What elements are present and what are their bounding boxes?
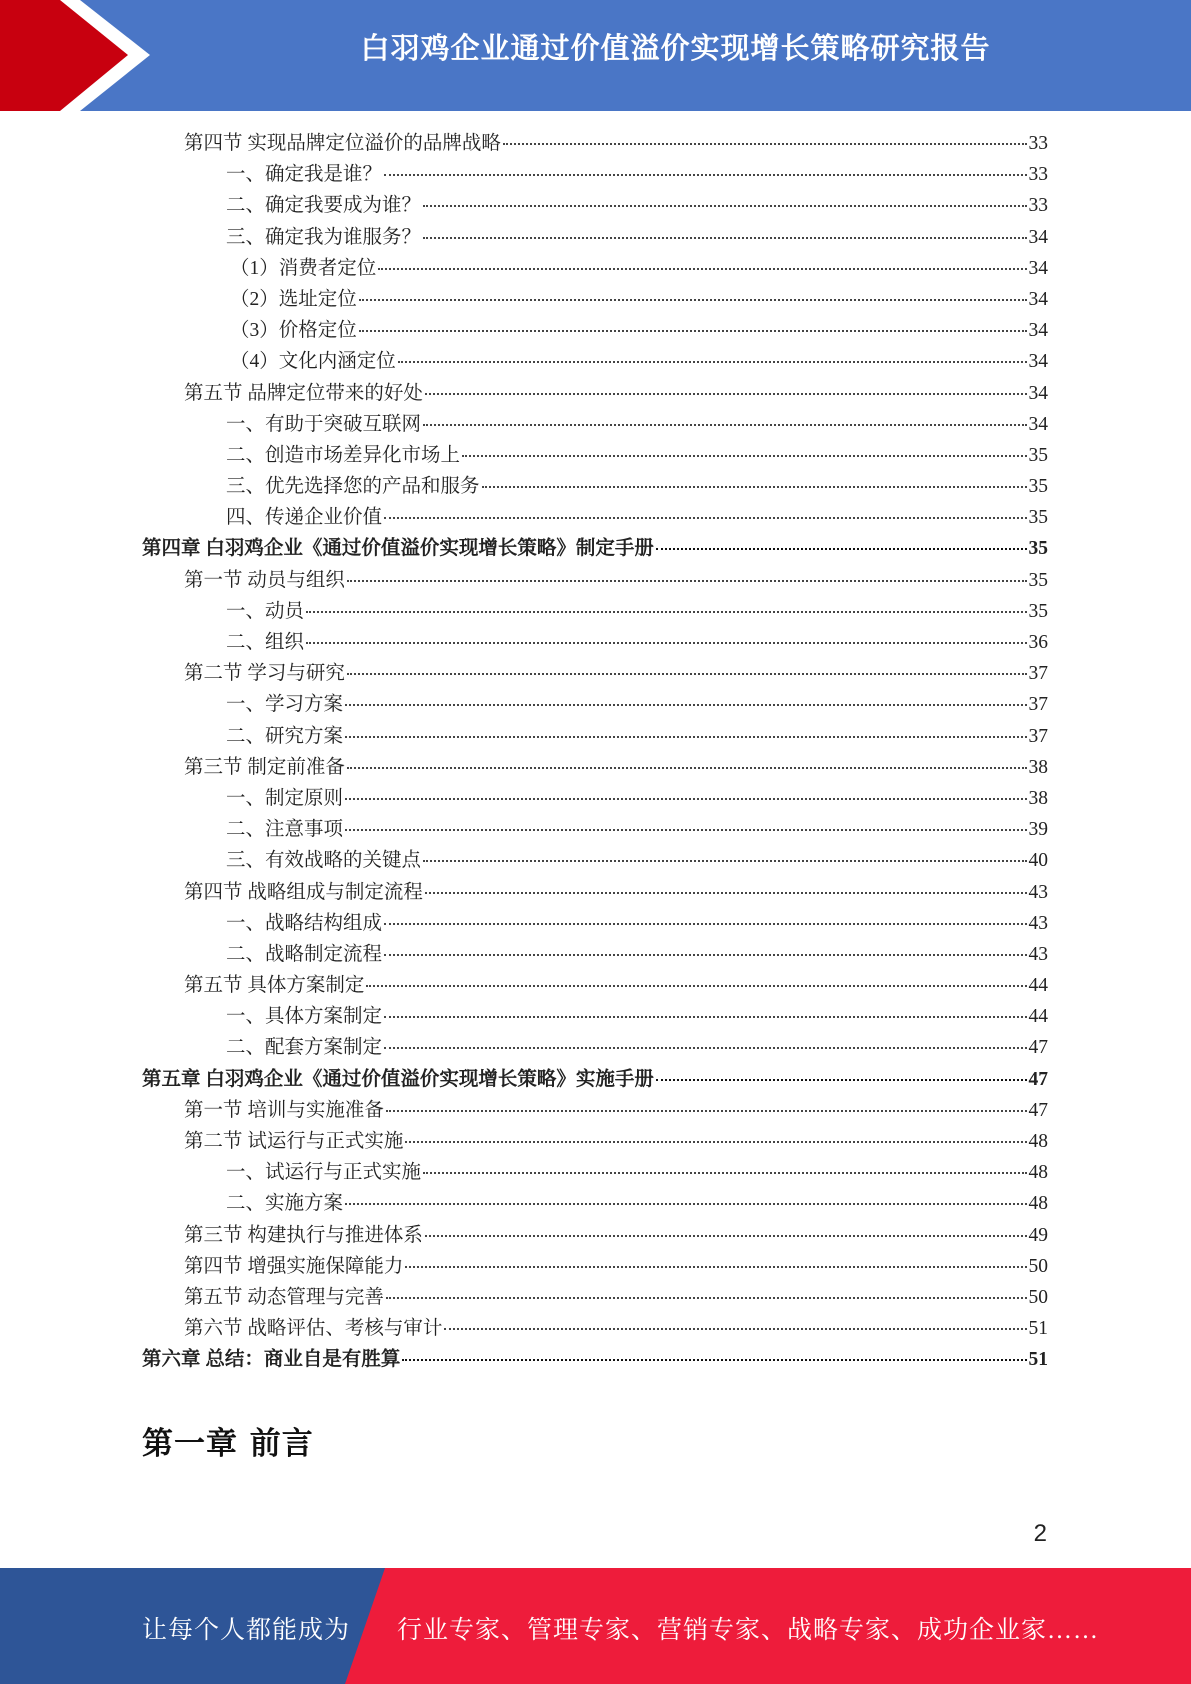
toc-entry-label: 一、试运行与正式实施 <box>226 1162 422 1184</box>
toc-entry-page: 44 <box>1028 975 1048 997</box>
toc-entry-item[interactable] <box>142 190 1048 221</box>
toc-entry-label: 第四节 战略组成与制定流程 <box>184 881 423 903</box>
toc-dot-leader <box>423 205 1026 207</box>
toc-entry-section[interactable] <box>142 378 1048 409</box>
toc-entry-item[interactable] <box>142 1157 1048 1188</box>
toc-dot-leader <box>386 1297 1027 1299</box>
toc-dot-leader <box>384 1016 1026 1018</box>
page-header <box>0 0 1191 111</box>
toc-entry-label: 第五章 白羽鸡企业《通过价值溢价实现增长策略》实施手册 <box>142 1068 654 1090</box>
toc-entry-page: 33 <box>1028 164 1048 186</box>
toc-entry-page: 35 <box>1028 476 1048 498</box>
toc-entry-label: 一、制定原则 <box>226 787 344 809</box>
toc-dot-leader <box>402 1359 1026 1361</box>
toc-dot-leader <box>425 1235 1027 1237</box>
toc-entry-label: 二、确定我要成为谁？ <box>226 195 422 217</box>
toc-dot-leader <box>347 767 1027 769</box>
footer-slogan-right: 行业专家、管理专家、营销专家、战略专家、成功企业家…… <box>397 1617 1100 1644</box>
toc-dot-leader <box>656 548 1027 550</box>
toc-entry-page: 33 <box>1028 133 1048 154</box>
toc-entry-page: 51 <box>1028 1349 1048 1371</box>
toc-entry-section[interactable] <box>142 1251 1048 1282</box>
toc-dot-leader <box>405 1141 1026 1143</box>
toc-entry-label: 二、战略制定流程 <box>226 943 383 965</box>
toc-entry-page: 37 <box>1028 663 1048 685</box>
toc-entry-item[interactable] <box>142 721 1048 752</box>
toc-entry-page: 33 <box>1028 195 1048 217</box>
toc-entry-section[interactable] <box>142 128 1048 159</box>
toc-dot-leader <box>656 1079 1027 1081</box>
toc-entry-page: 40 <box>1028 850 1048 872</box>
toc-entry-label: 第六节 战略评估、考核与审计 <box>184 1318 443 1340</box>
toc-entry-page: 35 <box>1028 538 1048 560</box>
header-title: 白羽鸡企业通过价值溢价实现增长策略研究报告 <box>360 31 991 65</box>
toc-entry-page: 37 <box>1028 694 1048 716</box>
toc-entry-sub[interactable] <box>142 346 1048 377</box>
toc-entry-page: 35 <box>1028 444 1048 466</box>
toc-dot-leader <box>384 1047 1026 1049</box>
toc-dot-leader <box>398 361 1027 363</box>
toc-entry-item[interactable] <box>142 814 1048 845</box>
toc-entry-sub[interactable] <box>142 253 1048 284</box>
toc-dot-leader <box>345 736 1026 738</box>
toc-entry-item[interactable] <box>142 939 1048 970</box>
toc-entry-page: 48 <box>1028 1131 1048 1152</box>
toc-entry-label: 三、有效战略的关键点 <box>226 850 422 872</box>
toc-entry-page: 34 <box>1028 257 1048 279</box>
toc-entry-page: 34 <box>1028 288 1048 310</box>
toc-entry-page: 37 <box>1028 725 1048 747</box>
toc-entry-label: 第三节 构建执行与推进体系 <box>184 1224 423 1246</box>
table-of-contents <box>142 128 1048 1376</box>
chapter-heading: 第一章 前言 <box>142 1426 314 1462</box>
toc-dot-leader <box>423 860 1026 862</box>
toc-entry-label: 第四节 实现品牌定位溢价的品牌战略 <box>184 133 501 154</box>
toc-entry-page: 34 <box>1028 351 1048 373</box>
toc-entry-section[interactable] <box>142 970 1048 1001</box>
toc-entry-chapter[interactable] <box>142 533 1048 564</box>
toc-entry-page: 38 <box>1028 787 1048 809</box>
toc-entry-label: 一、学习方案 <box>226 694 344 716</box>
toc-dot-leader <box>423 237 1026 239</box>
toc-entry-label: 第二节 学习与研究 <box>184 663 345 685</box>
toc-entry-section[interactable] <box>142 1282 1048 1313</box>
toc-entry-label: 二、注意事项 <box>226 819 344 841</box>
toc-entry-section[interactable] <box>142 1126 1048 1157</box>
toc-entry-page: 39 <box>1028 819 1048 841</box>
toc-entry-page: 51 <box>1028 1318 1048 1340</box>
toc-entry-page: 35 <box>1028 569 1048 591</box>
toc-entry-label: 一、确定我是谁？ <box>226 164 383 186</box>
toc-entry-label: 三、确定我为谁服务？ <box>226 226 422 248</box>
toc-entry-label: 第一节 动员与组织 <box>184 569 345 591</box>
toc-entry-page: 47 <box>1028 1068 1048 1090</box>
toc-dot-leader <box>347 673 1027 675</box>
toc-dot-leader <box>347 580 1027 582</box>
toc-entry-page: 35 <box>1028 600 1048 622</box>
toc-entry-label: 第四章 白羽鸡企业《通过价值溢价实现增长策略》制定手册 <box>142 538 654 560</box>
toc-dot-leader <box>482 486 1027 488</box>
toc-dot-leader <box>444 1328 1026 1330</box>
toc-entry-item[interactable] <box>142 627 1048 658</box>
toc-entry-page: 44 <box>1028 1006 1048 1028</box>
toc-entry-section[interactable] <box>142 658 1048 689</box>
toc-entry-label: 二、配套方案制定 <box>226 1037 383 1059</box>
toc-entry-section[interactable] <box>142 752 1048 783</box>
toc-dot-leader <box>384 174 1026 176</box>
toc-dot-leader <box>306 642 1026 644</box>
toc-dot-leader <box>384 923 1026 925</box>
toc-entry-label: （3）价格定位 <box>230 320 357 342</box>
toc-entry-item[interactable] <box>142 409 1048 440</box>
toc-entry-label: 二、创造市场差异化市场上 <box>226 444 461 466</box>
toc-entry-page: 43 <box>1028 912 1048 934</box>
toc-entry-label: 第五节 具体方案制定 <box>184 975 365 997</box>
toc-entry-label: 第三节 制定前准备 <box>184 756 345 778</box>
toc-dot-leader <box>386 1110 1027 1112</box>
toc-dot-leader <box>423 424 1026 426</box>
toc-entry-label: 第六章 总结：商业自是有胜算 <box>142 1349 401 1371</box>
toc-entry-label: 一、有助于突破互联网 <box>226 413 422 435</box>
toc-entry-label: 一、战略结构组成 <box>226 912 383 934</box>
toc-entry-label: 二、组织 <box>226 632 305 653</box>
toc-entry-page: 47 <box>1028 1037 1048 1059</box>
toc-entry-label: 一、具体方案制定 <box>226 1006 383 1028</box>
toc-dot-leader <box>425 393 1027 395</box>
toc-entry-label: 二、实施方案 <box>226 1193 344 1215</box>
toc-entry-label: （1）消费者定位 <box>230 257 377 279</box>
toc-entry-label: 二、研究方案 <box>226 725 344 747</box>
toc-entry-item[interactable] <box>142 1001 1048 1032</box>
toc-entry-page: 48 <box>1028 1162 1048 1184</box>
toc-dot-leader <box>384 517 1026 519</box>
toc-dot-leader <box>345 829 1026 831</box>
toc-dot-leader <box>425 892 1027 894</box>
toc-entry-chapter[interactable] <box>142 1344 1048 1375</box>
toc-entry-section[interactable] <box>142 1220 1048 1251</box>
toc-entry-page: 38 <box>1028 756 1048 778</box>
toc-dot-leader <box>345 704 1026 706</box>
toc-entry-page: 36 <box>1028 632 1048 653</box>
toc-dot-leader <box>384 954 1026 956</box>
toc-entry-section[interactable] <box>142 1095 1048 1126</box>
toc-entry-page: 50 <box>1028 1255 1048 1277</box>
toc-dot-leader <box>359 299 1027 301</box>
toc-entry-section[interactable] <box>142 565 1048 596</box>
toc-dot-leader <box>423 1172 1026 1174</box>
toc-entry-item[interactable] <box>142 596 1048 627</box>
toc-entry-chapter[interactable] <box>142 1064 1048 1095</box>
toc-entry-section[interactable] <box>142 1313 1048 1344</box>
toc-dot-leader <box>366 985 1026 987</box>
toc-dot-leader <box>306 611 1026 613</box>
toc-entry-page: 34 <box>1028 226 1048 248</box>
toc-entry-page: 34 <box>1028 320 1048 342</box>
toc-entry-label: 四、传递企业价值 <box>226 507 383 529</box>
toc-entry-label: （4）文化内涵定位 <box>230 351 396 373</box>
toc-entry-label: 第五节 动态管理与完善 <box>184 1286 384 1308</box>
toc-dot-leader <box>462 455 1026 457</box>
toc-entry-label: 第二节 试运行与正式实施 <box>184 1131 404 1152</box>
toc-entry-item[interactable] <box>142 222 1048 253</box>
toc-entry-label: 三、优先选择您的产品和服务 <box>226 476 480 498</box>
footer-slogan-left: 让每个人都能成为 <box>142 1617 351 1644</box>
toc-entry-item[interactable] <box>142 159 1048 190</box>
toc-entry-item[interactable] <box>142 783 1048 814</box>
toc-entry-item[interactable] <box>142 440 1048 471</box>
toc-entry-page: 50 <box>1028 1286 1048 1308</box>
toc-dot-leader <box>345 1203 1026 1205</box>
toc-entry-item[interactable] <box>142 471 1048 502</box>
toc-entry-item[interactable] <box>142 908 1048 939</box>
toc-entry-section[interactable] <box>142 877 1048 908</box>
toc-entry-label: 第四节 增强实施保障能力 <box>184 1255 404 1277</box>
toc-entry-sub[interactable] <box>142 284 1048 315</box>
toc-dot-leader <box>378 268 1026 270</box>
toc-entry-page: 47 <box>1028 1099 1048 1121</box>
toc-entry-page: 34 <box>1028 413 1048 435</box>
toc-entry-page: 43 <box>1028 881 1048 903</box>
page-footer <box>0 1568 1191 1684</box>
toc-dot-leader <box>359 330 1027 332</box>
toc-entry-label: 第五节 品牌定位带来的好处 <box>184 382 423 404</box>
toc-entry-page: 35 <box>1028 507 1048 529</box>
toc-entry-page: 43 <box>1028 943 1048 965</box>
toc-entry-label: 第一节 培训与实施准备 <box>184 1099 384 1121</box>
toc-entry-item[interactable] <box>142 1188 1048 1219</box>
toc-entry-label: （2）选址定位 <box>230 288 357 310</box>
toc-entry-item[interactable] <box>142 845 1048 876</box>
page-number: 2 <box>1033 1520 1047 1547</box>
toc-dot-leader <box>405 1266 1026 1268</box>
toc-entry-label: 一、动员 <box>226 600 305 622</box>
toc-entry-sub[interactable] <box>142 315 1048 346</box>
toc-dot-leader <box>345 798 1026 800</box>
toc-entry-page: 34 <box>1028 382 1048 404</box>
toc-entry-page: 48 <box>1028 1193 1048 1215</box>
toc-entry-item[interactable] <box>142 502 1048 533</box>
toc-entry-item[interactable] <box>142 1032 1048 1063</box>
toc-entry-item[interactable] <box>142 689 1048 720</box>
toc-entry-page: 49 <box>1028 1224 1048 1246</box>
toc-dot-leader <box>503 143 1027 145</box>
